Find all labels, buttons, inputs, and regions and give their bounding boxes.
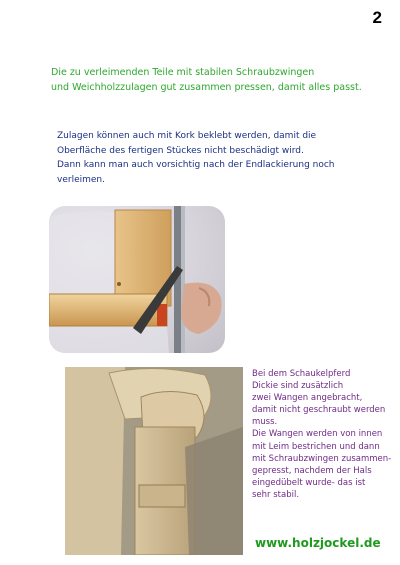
note-line: verleimen. (57, 174, 105, 185)
description-line: mit Schraubzwingen zusammen- (252, 453, 392, 464)
description-line: damit nicht geschraubt werden (252, 405, 386, 416)
note-line: Zulagen können auch mit Kork beklebt werden, damit die (57, 131, 317, 141)
rocking-horse-photo (65, 367, 243, 555)
description-line: Bei dem Schaukelpferd (252, 369, 351, 379)
note-line: Dann kann man auch vorsichtig nach der Endlackierung noch (57, 160, 335, 170)
description-line: mit Leim bestrichen und dann (252, 441, 380, 452)
description-line: sehr stabil. (252, 489, 300, 500)
website-link[interactable]: www.holzjockel.de (255, 536, 381, 550)
intro-paragraph (51, 65, 381, 95)
rocking-horse-drawing (65, 367, 243, 555)
note-line: Oberfläche des fertigen Stückes nicht beschädigt wird. (57, 145, 304, 156)
page-number: 2 (372, 8, 382, 27)
description-line: eingedübelt wurde- das ist (252, 477, 366, 488)
cork-note-paragraph (57, 129, 377, 187)
intro-line: Die zu verleimenden Teile mit stabilen Schraubzwingen (51, 67, 315, 78)
description-line: Dickie sind zusätzlich (252, 381, 344, 392)
description-line: muss. (252, 417, 278, 428)
rocking-horse-description (252, 368, 397, 501)
description-line: zwei Wangen angebracht, (252, 393, 363, 404)
description-line: gepresst, nachdem der Hals (252, 465, 372, 476)
intro-line: und Weichholzzulagen gut zusammen pressen, damit alles passt. (51, 82, 362, 93)
description-line: Die Wangen werden von innen (252, 429, 383, 440)
clamp-photo-drawing (49, 206, 225, 353)
clamp-photo (49, 206, 225, 353)
